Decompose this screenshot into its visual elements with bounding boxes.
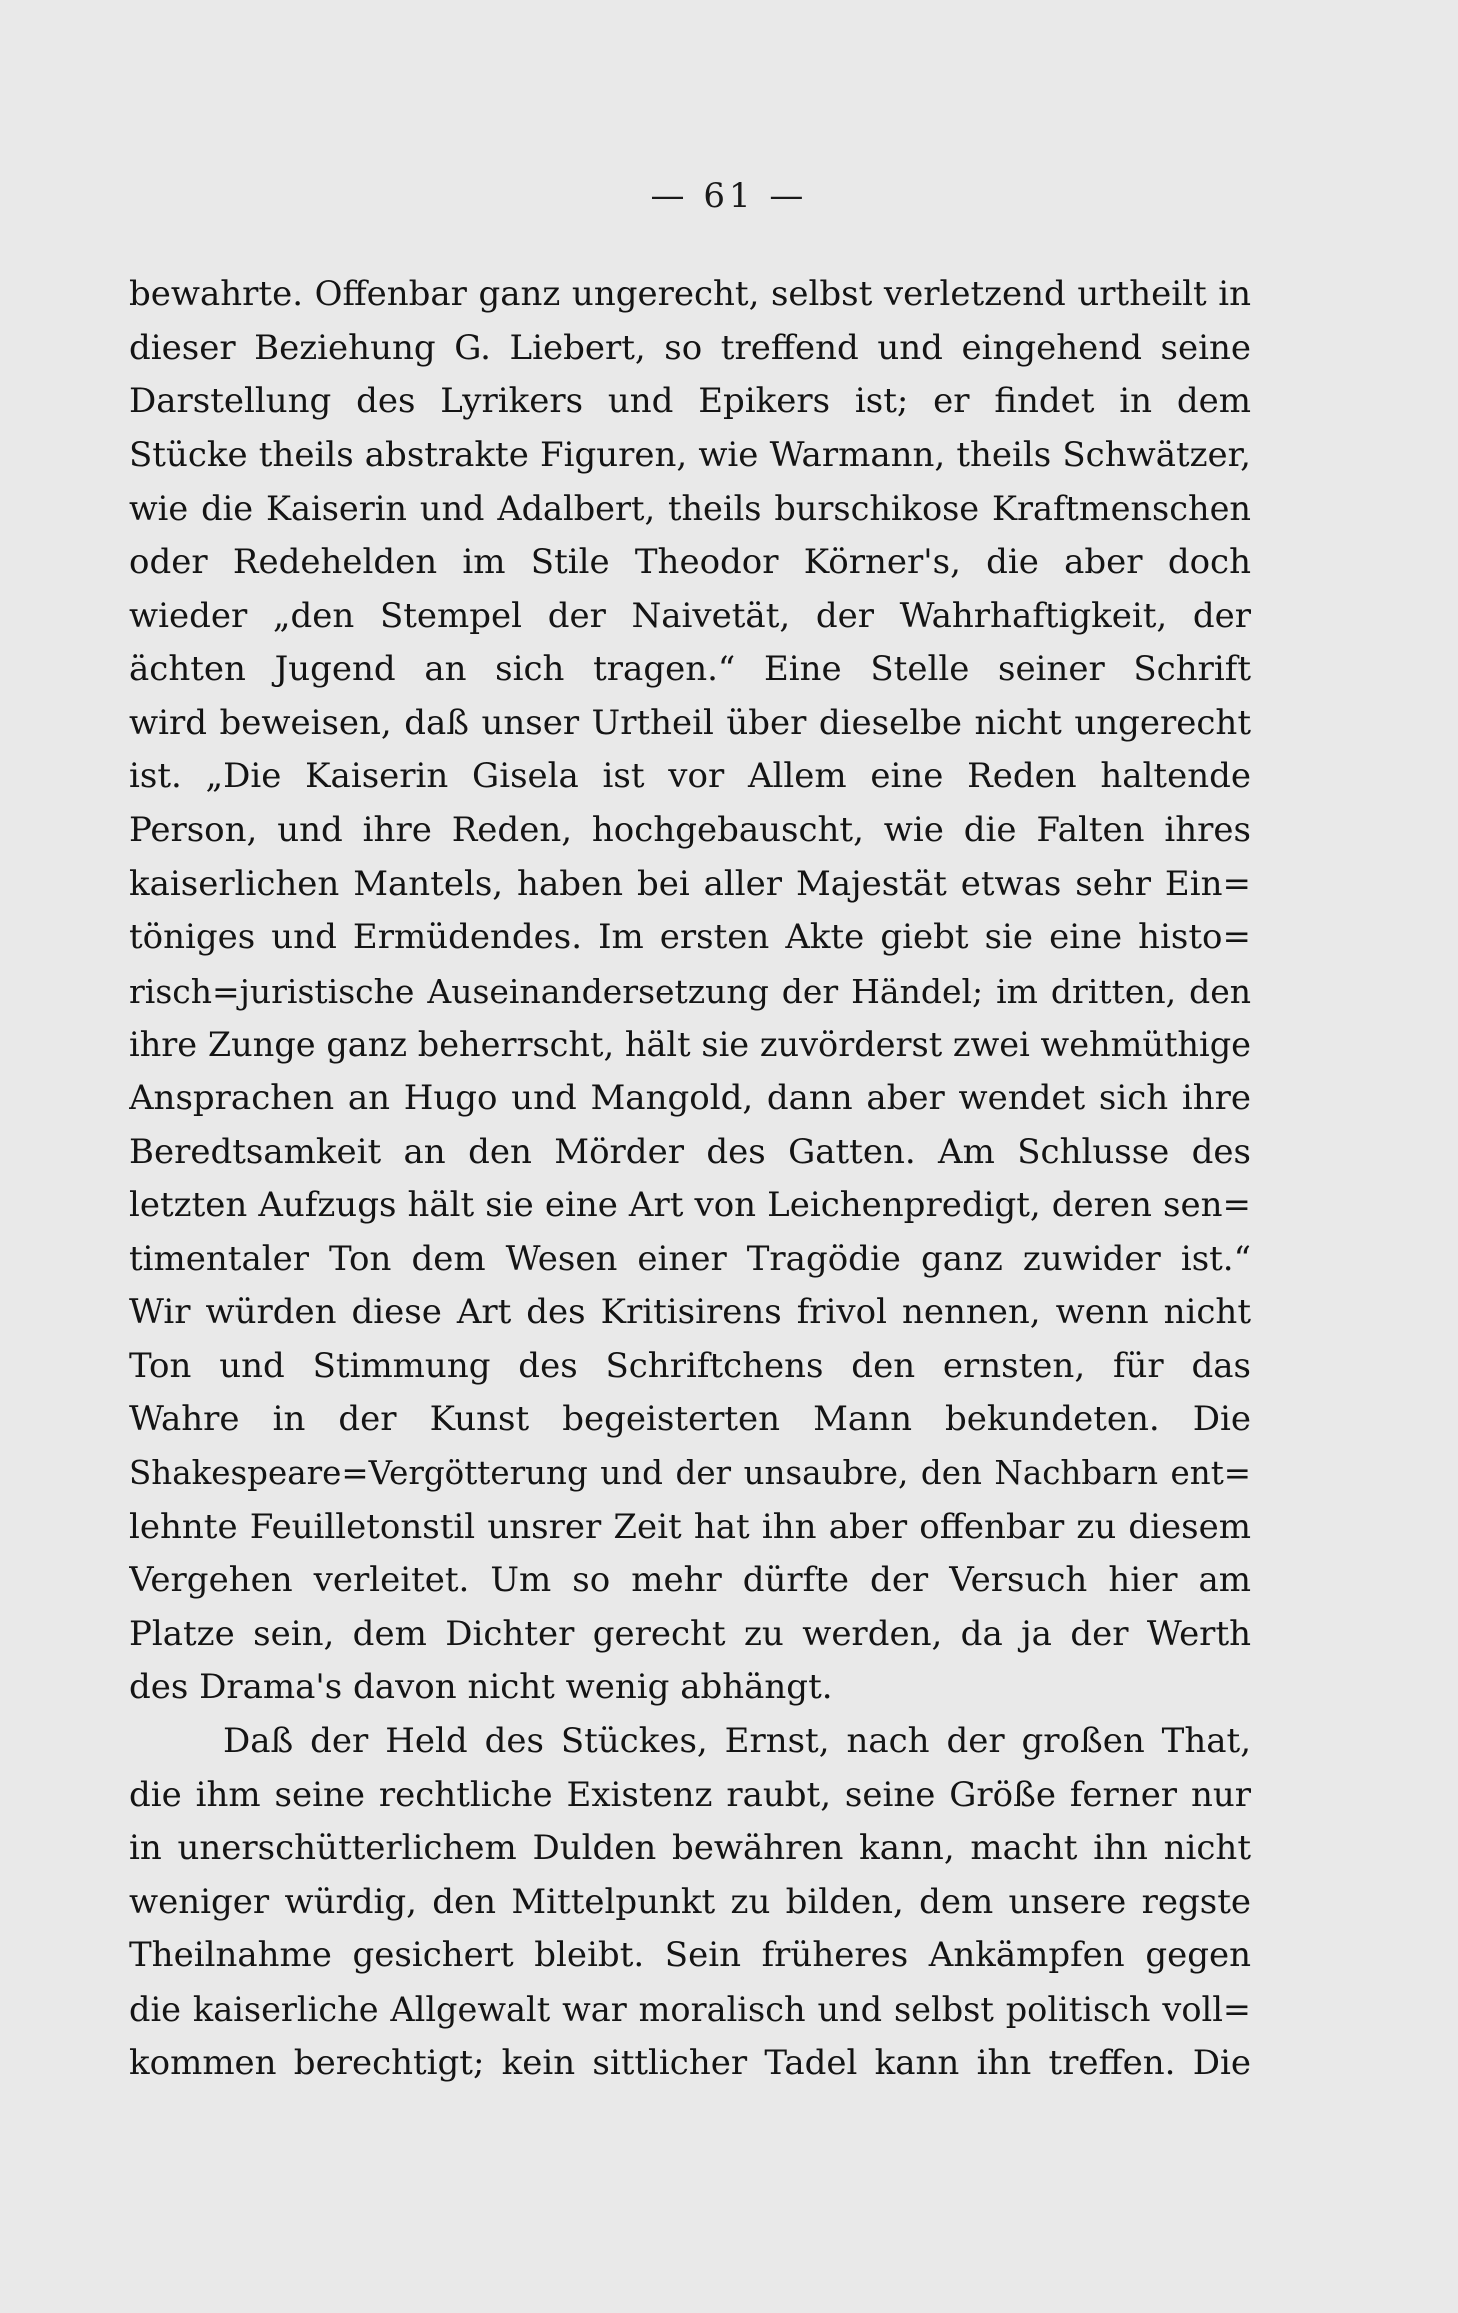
paragraph [129,1715,1251,2090]
text-line: töniges und Ermüdendes. Im ersten Akte giebt sie eine histo= [129,917,1251,958]
text-line: Ansprachen an Hugo und Mangold, dann aber wendet sich ihre [129,1077,1251,1118]
text-line: Daß der Held des Stückes, Ernst, nach der großen That, [223,1721,1251,1762]
text-line: Ton und Stimmung des Schriftchens den ernsten, für das [129,1345,1251,1386]
text-line: dieser Beziehung G. Liebert, so treffend und eingehend seine [129,327,1251,368]
text-line: wieder „den Stempel der Naivetät, der Wahrhaftigkeit, der [129,595,1251,636]
text-line: ihre Zunge ganz beherrscht, hält sie zuvörderst zwei wehmüthige [129,1025,1251,1065]
text-line: wird beweisen, daß unser Urtheil über dieselbe nicht ungerecht [129,702,1251,743]
text-line: Vergehen verleitet. Um so mehr dürfte der Versuch hier am [129,1560,1251,1601]
text-line: ist. „Die Kaiserin Gisela ist vor Allem eine Reden haltende [129,756,1251,797]
text-line: des Drama's davon nicht wenig abhängt. [129,1667,833,1708]
text-line: oder Redehelden im Stile Theodor Körner's, die aber doch [129,541,1251,582]
text-line: Person, und ihre Reden, hochgebauscht, wie die Falten ihres [129,809,1251,850]
text-line: Wir würden diese Art des Kritisirens frivol nennen, wenn nicht [129,1292,1251,1333]
text-line: Shakespeare=Vergötterung und der unsaubre, den Nachbarn ent= [129,1454,1251,1493]
body-text [129,268,1251,2090]
text-line: risch=juristische Auseinandersetzung der Händel; im dritten, den [129,971,1251,1011]
text-line: kommen berechtigt; kein sittlicher Tadel kann ihn treffen. Die [129,2042,1251,2083]
text-line: ächten Jugend an sich tragen.“ Eine Stelle seiner Schrift [129,649,1251,690]
paragraph [129,268,1251,1715]
text-line: lehnte Feuilletonstil unsrer Zeit hat ihn aber offenbar zu diesem [129,1506,1251,1547]
text-line: die kaiserliche Allgewalt war moralisch und selbst politisch voll= [129,1990,1251,2029]
text-line: bewahrte. Offenbar ganz ungerecht, selbst verletzend urtheilt in [129,274,1251,314]
text-line: weniger würdig, den Mittelpunkt zu bilden, dem unsere regste [129,1881,1251,1922]
text-line: Platze sein, dem Dichter gerecht zu werden, da ja der Werth [129,1613,1251,1654]
text-line: Darstellung des Lyrikers und Epikers ist; er findet in dem [129,381,1251,422]
text-line: Stücke theils abstrakte Figuren, wie Warmann, theils Schwätzer, [129,434,1251,475]
page-number: — 61 — [650,176,808,216]
text-line: die ihm seine rechtliche Existenz raubt, seine Größe ferner nur [129,1774,1251,1815]
text-line: Wahre in der Kunst begeisterten Mann bekundeten. Die [129,1399,1251,1440]
text-line: Beredtsamkeit an den Mörder des Gatten. Am Schlusse des [129,1131,1251,1172]
text-line: Theilnahme gesichert bleibt. Sein früheres Ankämpfen gegen [129,1935,1251,1976]
text-line: timentaler Ton dem Wesen einer Tragödie ganz zuwider ist.“ [129,1238,1251,1279]
text-line: in unerschütterlichem Dulden bewähren kann, macht ihn nicht [129,1828,1251,1869]
text-line: wie die Kaiserin und Adalbert, theils burschikose Kraftmenschen [129,489,1251,529]
text-line: letzten Aufzugs hält sie eine Art von Leichenpredigt, deren sen= [129,1185,1251,1226]
text-line: kaiserlichen Mantels, haben bei aller Majestät etwas sehr Ein= [129,863,1251,904]
